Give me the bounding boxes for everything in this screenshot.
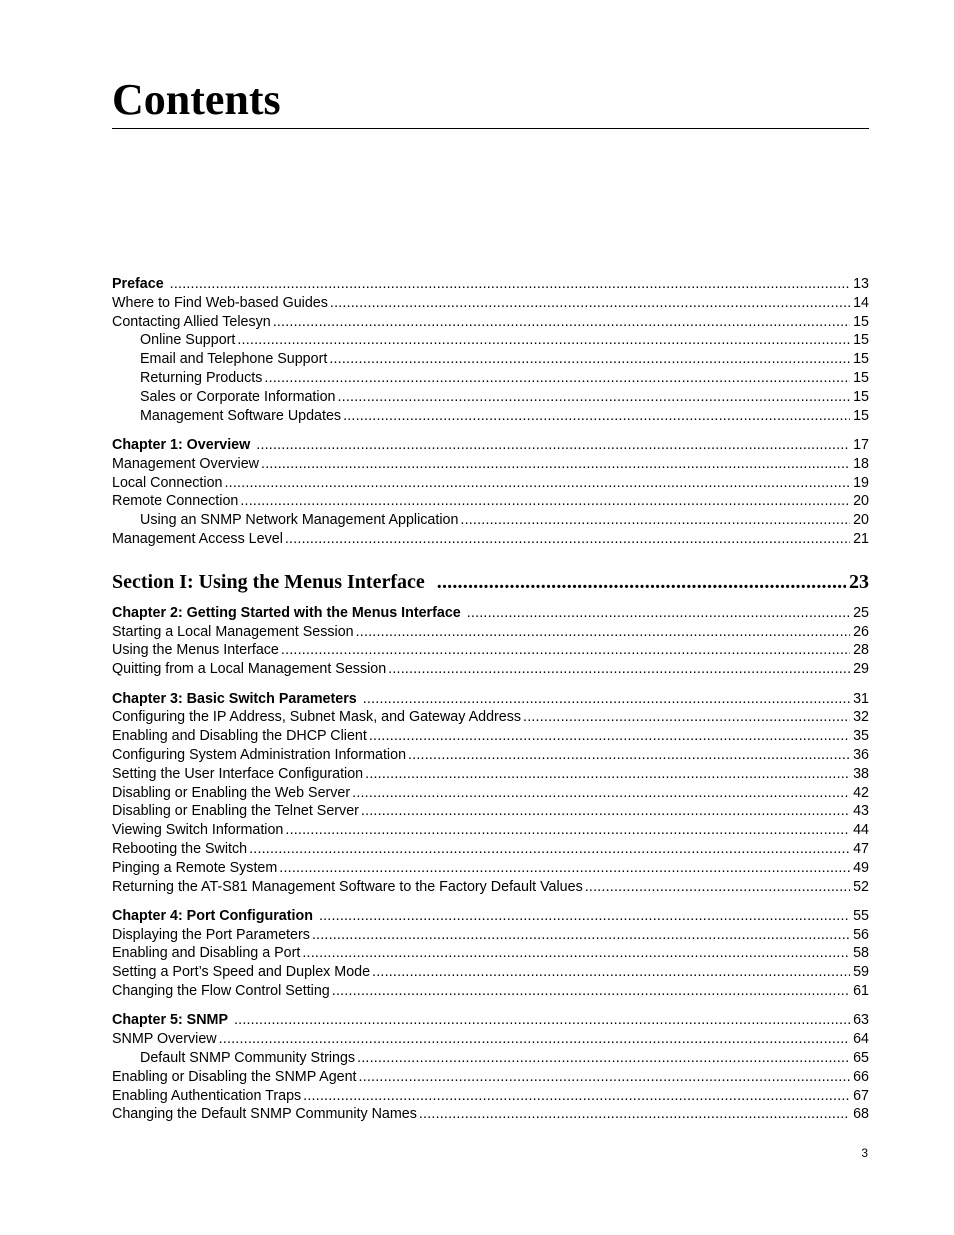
- toc-entry[interactable]: [112, 530, 869, 549]
- toc-entry-title: Where to Find Web-based Guides: [112, 294, 328, 311]
- toc-entry[interactable]: [112, 388, 869, 407]
- toc-entry-page: 55: [853, 907, 869, 924]
- toc-entry-title: Chapter 2: Getting Started with the Menus Interface: [112, 604, 461, 621]
- toc-entry[interactable]: [112, 641, 869, 660]
- toc-entry-page: 65: [853, 1050, 869, 1067]
- toc-entry[interactable]: [112, 1049, 869, 1068]
- toc-entry-title: Email and Telephone Support: [140, 351, 328, 368]
- toc-entry-title: Enabling Authentication Traps: [112, 1087, 302, 1104]
- toc-section-entry[interactable]: [112, 569, 869, 595]
- toc-entry-title: Contacting Allied Telesyn: [112, 313, 271, 330]
- toc-entry[interactable]: [112, 369, 869, 388]
- toc-entry-page: 35: [853, 728, 869, 745]
- toc-chapter-entry[interactable]: [112, 1011, 869, 1030]
- toc-dot-leader: [356, 623, 850, 642]
- toc-dot-leader: [460, 511, 850, 530]
- toc-dot-leader: [343, 407, 850, 426]
- toc-entry-title: Setting a Port’s Speed and Duplex Mode: [112, 964, 371, 981]
- toc-entry-title: Disabling or Enabling the Web Server: [112, 784, 351, 801]
- toc-entry-page: 58: [853, 945, 869, 962]
- toc-entry-page: 36: [853, 746, 869, 763]
- toc-entry-page: 13: [853, 276, 869, 292]
- toc-chapter-entry[interactable]: [112, 275, 869, 294]
- toc-entry-title: Chapter 1: Overview: [112, 436, 251, 453]
- toc-dot-leader: [372, 963, 850, 982]
- toc-entry-page: 49: [853, 859, 869, 876]
- toc-chapter-entry[interactable]: [112, 604, 869, 623]
- title-divider: [112, 128, 869, 129]
- toc-entry-title: Enabling or Disabling the SNMP Agent: [112, 1068, 357, 1085]
- table-of-contents: [112, 275, 869, 1124]
- toc-entry-title: Pinging a Remote System: [112, 859, 278, 876]
- toc-entry-title: Management Overview: [112, 455, 260, 472]
- toc-entry[interactable]: [112, 746, 869, 765]
- toc-entry-title: Changing the Default SNMP Community Names: [112, 1106, 417, 1123]
- toc-entry-page: 14: [853, 294, 869, 311]
- toc-dot-leader: [285, 821, 850, 840]
- toc-entry-title: Chapter 3: Basic Switch Parameters: [112, 690, 357, 707]
- toc-entry[interactable]: [112, 350, 869, 369]
- toc-dot-leader: [279, 859, 850, 878]
- toc-entry-title: Preface: [112, 276, 164, 292]
- toc-entry-title: Using the Menus Interface: [112, 642, 279, 659]
- toc-entry-title: Configuring the IP Address, Subnet Mask, and Gateway Address: [112, 709, 522, 726]
- toc-entry-title: Management Software Updates: [140, 407, 342, 424]
- toc-dot-leader: [330, 294, 850, 313]
- toc-entry-title: Starting a Local Management Session: [112, 623, 354, 640]
- toc-entry-page: 32: [853, 709, 869, 726]
- toc-dot-leader: [273, 313, 850, 332]
- toc-entry[interactable]: [112, 511, 869, 530]
- toc-entry[interactable]: [112, 474, 869, 493]
- toc-entry-page: 25: [853, 604, 869, 621]
- toc-entry[interactable]: [112, 727, 869, 746]
- toc-dot-leader: [369, 727, 850, 746]
- toc-entry[interactable]: [112, 708, 869, 727]
- toc-dot-leader: [234, 1011, 850, 1030]
- toc-entry-page: 52: [853, 878, 869, 895]
- toc-dot-leader: [359, 1068, 851, 1087]
- toc-dot-leader: [240, 492, 850, 511]
- toc-entry-page: 29: [853, 661, 869, 678]
- toc-entry-page: 44: [853, 822, 869, 839]
- toc-entry-page: 59: [853, 964, 869, 981]
- toc-entry[interactable]: [112, 878, 869, 897]
- toc-entry-title: Default SNMP Community Strings: [140, 1050, 356, 1067]
- toc-dot-leader: [329, 350, 850, 369]
- toc-entry-page: 64: [853, 1031, 869, 1048]
- toc-entry-page: 61: [853, 983, 869, 1000]
- toc-entry-page: 38: [853, 765, 869, 782]
- toc-entry-page: 19: [853, 474, 869, 491]
- toc-dot-leader: [237, 331, 850, 350]
- toc-entry[interactable]: [112, 660, 869, 679]
- toc-entry-title: Enabling and Disabling the DHCP Client: [112, 728, 367, 745]
- toc-dot-leader: [281, 641, 850, 660]
- toc-dot-leader: [332, 982, 850, 1001]
- toc-entry[interactable]: [112, 944, 869, 963]
- toc-entry-title: Quitting from a Local Management Session: [112, 661, 387, 678]
- toc-entry[interactable]: [112, 821, 869, 840]
- toc-dot-leader: [388, 660, 850, 679]
- toc-entry[interactable]: [112, 926, 869, 945]
- toc-dot-leader: [361, 802, 850, 821]
- toc-dot-leader: [170, 275, 850, 294]
- toc-entry-page: 15: [853, 313, 869, 330]
- toc-entry[interactable]: [112, 963, 869, 982]
- toc-entry-page: 15: [853, 351, 869, 368]
- toc-entry-title: Disabling or Enabling the Telnet Server: [112, 803, 359, 820]
- toc-entry-page: 20: [853, 512, 869, 529]
- toc-dot-leader: [363, 690, 850, 709]
- toc-dot-leader: [319, 907, 850, 926]
- toc-entry[interactable]: [112, 982, 869, 1001]
- toc-entry[interactable]: [112, 802, 869, 821]
- toc-entry-page: 43: [853, 803, 869, 820]
- toc-dot-leader: [224, 474, 850, 493]
- toc-chapter-entry[interactable]: [112, 436, 869, 455]
- toc-entry-title: Sales or Corporate Information: [140, 388, 336, 405]
- toc-dot-leader: [219, 1030, 850, 1049]
- toc-entry-title: Chapter 4: Port Configuration: [112, 907, 313, 924]
- toc-dot-leader: [285, 530, 850, 549]
- toc-entry-page: 15: [853, 369, 869, 386]
- toc-entry-title: Returning the AT-S81 Management Software to the Factory Default Values: [112, 878, 583, 895]
- toc-dot-leader: [352, 784, 850, 803]
- toc-dot-leader: [419, 1105, 850, 1124]
- toc-dot-leader: [585, 878, 850, 897]
- toc-entry-page: 67: [853, 1087, 869, 1104]
- toc-entry-title: Section I: Using the Menus Interface: [112, 570, 425, 593]
- toc-entry[interactable]: [112, 1105, 869, 1124]
- toc-entry[interactable]: [112, 623, 869, 642]
- toc-entry-title: Configuring System Administration Information: [112, 746, 407, 763]
- toc-dot-leader: [437, 569, 846, 595]
- toc-entry-title: Setting the User Interface Configuration: [112, 765, 364, 782]
- toc-entry-title: Enabling and Disabling a Port: [112, 945, 301, 962]
- toc-entry[interactable]: [112, 1030, 869, 1049]
- toc-entry-page: 26: [853, 623, 869, 640]
- toc-dot-leader: [357, 1049, 850, 1068]
- toc-entry-title: SNMP Overview: [112, 1031, 217, 1048]
- toc-entry-page: 20: [853, 493, 869, 510]
- toc-entry-page: 15: [853, 388, 869, 405]
- toc-entry-page: 63: [853, 1012, 869, 1029]
- toc-entry-title: Local Connection: [112, 474, 223, 491]
- toc-entry-page: 15: [853, 332, 869, 349]
- toc-entry-title: Changing the Flow Control Setting: [112, 983, 330, 1000]
- toc-dot-leader: [338, 388, 851, 407]
- toc-entry-title: Using an SNMP Network Management Application: [140, 512, 459, 529]
- toc-dot-leader: [467, 604, 850, 623]
- toc-entry-page: 17: [853, 436, 869, 453]
- toc-entry[interactable]: [112, 455, 869, 474]
- page-title: Contents: [112, 75, 281, 124]
- toc-dot-leader: [264, 369, 850, 388]
- toc-entry[interactable]: [112, 765, 869, 784]
- page-number: 3: [861, 1146, 868, 1160]
- toc-dot-leader: [365, 765, 850, 784]
- toc-dot-leader: [523, 708, 850, 727]
- toc-entry[interactable]: [112, 1087, 869, 1106]
- toc-entry[interactable]: [112, 294, 869, 313]
- toc-dot-leader: [256, 436, 850, 455]
- toc-entry-title: Management Access Level: [112, 530, 283, 547]
- toc-entry-page: 21: [853, 530, 869, 547]
- toc-entry-page: 47: [853, 840, 869, 857]
- toc-entry-title: Viewing Switch Information: [112, 822, 284, 839]
- toc-entry[interactable]: [112, 313, 869, 332]
- toc-chapter-entry[interactable]: [112, 690, 869, 709]
- toc-entry-title: Chapter 5: SNMP: [112, 1012, 228, 1029]
- toc-entry-page: 56: [853, 926, 869, 943]
- toc-entry-title: Rebooting the Switch: [112, 840, 248, 857]
- toc-entry[interactable]: [112, 492, 869, 511]
- toc-entry-page: 66: [853, 1068, 869, 1085]
- toc-entry[interactable]: [112, 784, 869, 803]
- toc-entry-title: Online Support: [140, 332, 236, 349]
- toc-entry-page: 68: [853, 1106, 869, 1123]
- toc-entry-page: 15: [853, 407, 869, 424]
- toc-entry-title: Remote Connection: [112, 493, 239, 510]
- toc-dot-leader: [408, 746, 850, 765]
- toc-dot-leader: [312, 926, 850, 945]
- toc-chapter-entry[interactable]: [112, 907, 869, 926]
- toc-entry[interactable]: [112, 859, 869, 878]
- toc-entry-page: 42: [853, 784, 869, 801]
- toc-entry-page: 31: [853, 690, 869, 707]
- toc-dot-leader: [302, 944, 850, 963]
- toc-dot-leader: [303, 1087, 850, 1106]
- toc-dot-leader: [249, 840, 850, 859]
- toc-entry[interactable]: [112, 1068, 869, 1087]
- toc-entry[interactable]: [112, 840, 869, 859]
- toc-entry-title: Returning Products: [140, 369, 263, 386]
- toc-entry[interactable]: [112, 331, 869, 350]
- toc-entry[interactable]: [112, 407, 869, 426]
- toc-entry-page: 28: [853, 642, 869, 659]
- toc-entry-page: 23: [849, 570, 869, 593]
- toc-entry-title: Displaying the Port Parameters: [112, 926, 310, 943]
- toc-entry-page: 18: [853, 455, 869, 472]
- toc-dot-leader: [261, 455, 850, 474]
